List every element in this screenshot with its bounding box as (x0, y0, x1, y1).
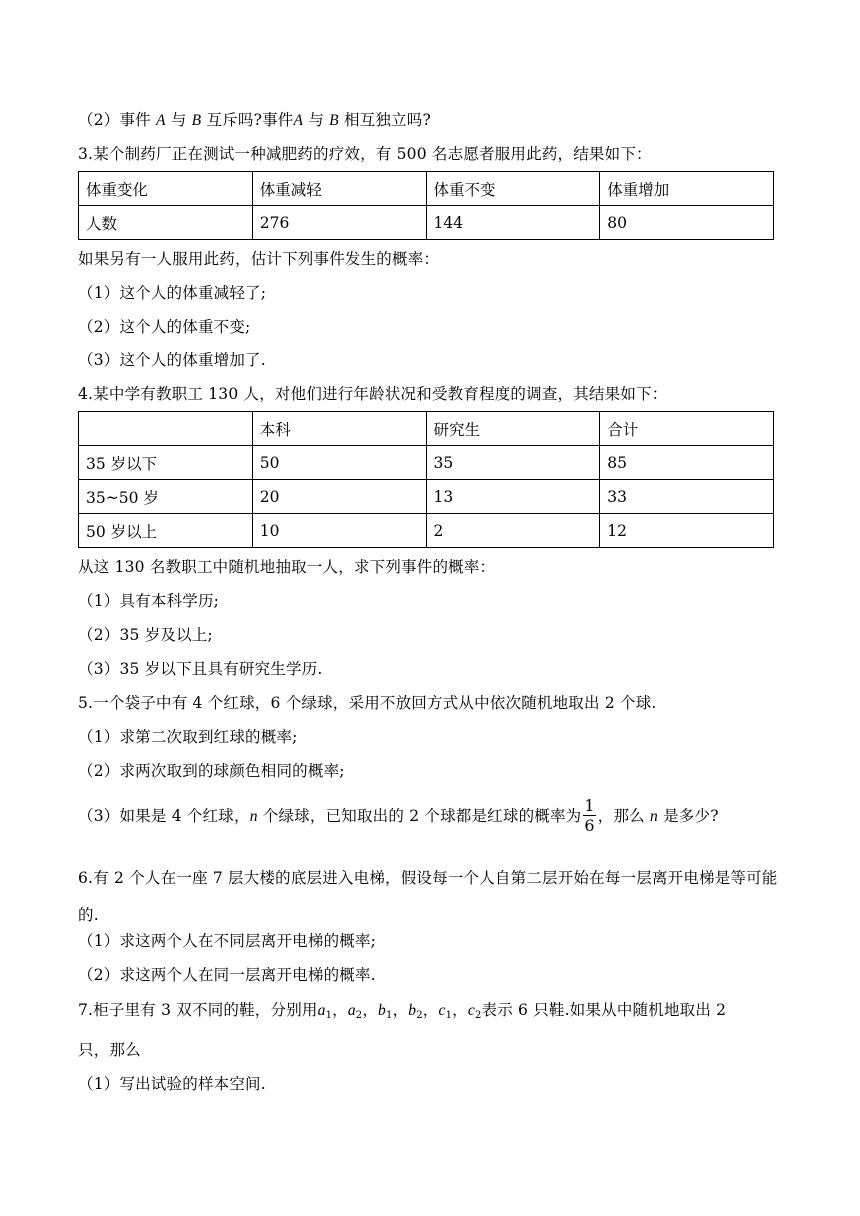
text: （2）事件 (78, 111, 151, 129)
question-6-intro: 6.有 2 个人在一座 7 层大楼的底层进入电梯，假设每一个人自第二层开始在每一层离开电梯是等可能的. (78, 869, 778, 924)
var-b1: b (378, 1002, 386, 1019)
fraction (583, 796, 595, 835)
question-7-intro-line-2: 只，那么 (78, 1041, 141, 1059)
table-cell: 体重减轻 (252, 172, 426, 206)
question-7-intro-line-1 (78, 999, 726, 1027)
subscript: 2 (355, 1010, 363, 1021)
table-cell: 276 (252, 206, 426, 240)
subscript: 1 (445, 1010, 453, 1021)
table-cell: 50 岁以上 (79, 514, 253, 548)
question-4-prompt: 从这 130 名教职工中随机地抽取一人，求下列事件的概率： (78, 558, 496, 576)
table-row (79, 446, 774, 480)
text: ，那么 (597, 807, 651, 825)
table-cell: 2 (426, 514, 600, 548)
question-3-intro: 3.某个制药厂正在测试一种减肥药的疗效，有 500 名志愿者服用此药，结果如下： (78, 145, 652, 163)
table-header-row (79, 172, 774, 206)
subscript: 2 (474, 1010, 482, 1021)
var-b: B (191, 112, 202, 129)
question-4-intro: 4.某中学有教职工 130 人，对他们进行年龄状况和受教育程度的调查，其结果如下： (78, 385, 668, 403)
staff-education-table (78, 411, 774, 548)
table-cell: 13 (426, 480, 600, 514)
fraction-numerator: 1 (584, 795, 595, 815)
var-b2: b (408, 1002, 417, 1019)
text: 互斥吗?事件 (206, 111, 294, 129)
question-7-part-1: （1）写出试验的样本空间. (78, 1075, 266, 1093)
var-n: n (249, 808, 258, 825)
table-row (79, 514, 774, 548)
question-5-part-1: （1）求第二次取到红球的概率; (78, 728, 298, 746)
table-cell: 研究生 (426, 412, 600, 446)
fraction-denominator: 6 (584, 815, 595, 835)
table-cell: 12 (600, 514, 774, 548)
var-a1: a (317, 1002, 326, 1019)
question-5-part-2: （2）求两次取到的球颜色相同的概率; (78, 762, 345, 780)
text: （3）如果是 4 个红球， (78, 807, 250, 825)
table-cell: 体重不变 (426, 172, 600, 206)
var-a: A (293, 112, 304, 129)
question-5-intro: 5.一个袋子中有 4 个红球，6 个绿球，采用不放回方式从中依次随机地取出 2 个球. (78, 694, 657, 712)
question-4-part-3: （3）35 岁以下且具有研究生学历. (78, 660, 323, 678)
subscript: 2 (416, 1010, 423, 1021)
table-cell: 本科 (252, 412, 426, 446)
question-3-part-1: （1）这个人的体重减轻了; (78, 284, 267, 302)
table-cell: 35~50 岁 (79, 480, 253, 514)
text: 表示 6 只鞋.如果从中随机地取出 2 (481, 1001, 727, 1019)
table-cell: 85 (600, 446, 774, 480)
table-row (79, 480, 774, 514)
question-6-part-1: （1）求这两个人在不同层离开电梯的概率; (78, 932, 377, 950)
question-4-part-2: （2）35 岁及以上; (78, 626, 213, 644)
text: 7.柜子里有 3 双不同的鞋，分别用 (78, 1001, 318, 1019)
table-cell: 35 岁以下 (79, 446, 253, 480)
var-a2: a (347, 1002, 356, 1019)
table-cell: 体重变化 (79, 172, 253, 206)
var-c1: c (438, 1002, 446, 1019)
table-cell: 人数 (79, 206, 253, 240)
text: 与 (170, 111, 187, 129)
question-3-prompt: 如果另有一人服用此药，估计下列事件发生的概率： (78, 250, 440, 268)
text: 相互独立吗? (343, 111, 431, 129)
table-cell: 144 (426, 206, 600, 240)
question-6-part-2: （2）求这两个人在同一层离开电梯的概率. (78, 966, 376, 984)
question-3-part-3: （3）这个人的体重增加了. (78, 351, 266, 369)
text: 个绿球，已知取出的 2 个球都是红球的概率为 (257, 807, 582, 825)
table-cell: 合计 (600, 412, 774, 446)
question-5-part-3 (78, 796, 719, 837)
subscript: 1 (325, 1010, 333, 1021)
question-2-part-2 (78, 109, 431, 132)
question-4-part-1: （1）具有本科学历; (78, 592, 220, 610)
separator: ， (332, 1001, 348, 1019)
table-cell (79, 412, 253, 446)
table-cell: 50 (252, 446, 426, 480)
table-cell: 80 (600, 206, 774, 240)
var-n: n (650, 808, 658, 825)
separator: ， (452, 1001, 468, 1019)
table-cell: 10 (252, 514, 426, 548)
var-a: A (156, 112, 166, 129)
table-header-row (79, 412, 774, 446)
separator: ， (362, 1001, 379, 1019)
table-cell: 33 (600, 480, 774, 514)
var-b: B (329, 112, 339, 129)
table-row (79, 206, 774, 240)
subscript: 1 (386, 1010, 393, 1021)
table-cell: 体重增加 (600, 172, 774, 206)
var-c2: c (467, 1002, 475, 1019)
table-cell: 20 (252, 480, 426, 514)
text: 与 (308, 111, 325, 129)
text: 是多少? (657, 807, 719, 825)
separator: ， (392, 1001, 409, 1019)
weight-change-table (78, 171, 774, 240)
table-cell: 35 (426, 446, 600, 480)
separator: ， (422, 1001, 439, 1019)
question-3-part-2: （2）这个人的体重不变; (78, 318, 251, 336)
